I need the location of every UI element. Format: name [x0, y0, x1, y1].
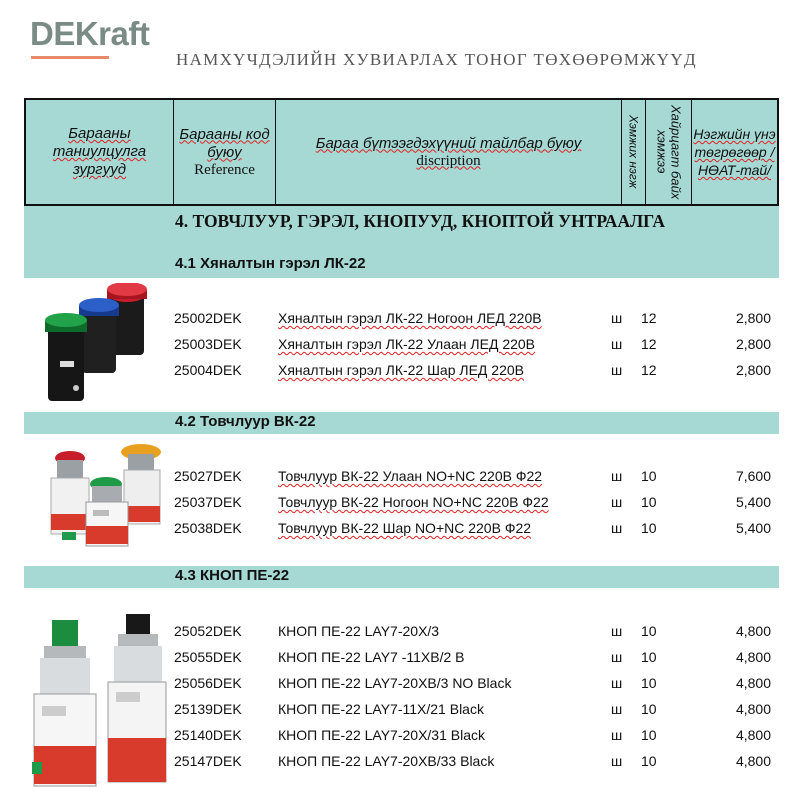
product-description: Хяналтын гэрэл ЛК-22 Улаан ЛЕД 220В: [278, 336, 536, 352]
logo-underline: [31, 56, 109, 59]
product-pack-qty: 10: [641, 649, 657, 665]
product-pack-qty: 12: [641, 310, 657, 326]
table-row: [0, 515, 800, 541]
product-code: 25147DEK: [174, 753, 242, 769]
product-description: Товчлуур ВК-22 Шар NO+NC 220В Ф22: [278, 520, 532, 536]
product-unit: ш: [611, 336, 623, 352]
product-pack-qty: 10: [641, 675, 657, 691]
product-description: КНОП ПЕ-22 LAY7-11X/21 Black: [278, 701, 484, 717]
table-header: [24, 98, 779, 206]
product-pack-qty: 10: [641, 701, 657, 717]
product-code: 25003DEK: [174, 336, 242, 352]
header-code-label: Барааны код буюу: [179, 125, 270, 161]
product-price: 4,800: [735, 727, 771, 743]
document-title: НАМХҮЧДЭЛИЙН ХУВИАРЛАХ ТОНОГ ТӨХӨӨРӨМЖҮҮД: [176, 50, 697, 69]
table-row: [0, 618, 800, 644]
product-code: 25056DEK: [174, 675, 242, 691]
product-pack-qty: 10: [641, 520, 657, 536]
product-price: 2,800: [735, 310, 771, 326]
product-description: КНОП ПЕ-22 LAY7-20X/3: [278, 623, 440, 639]
product-code: 25140DEK: [174, 727, 242, 743]
product-unit: ш: [611, 310, 623, 326]
product-pack-qty: 10: [641, 623, 657, 639]
table-row: [0, 463, 800, 489]
header-image-label: Барааны таниулцулга зургууд: [52, 125, 147, 178]
product-description: КНОП ПЕ-22 LAY7-20XB/3 NO Black: [278, 675, 512, 691]
product-code: 25004DEK: [174, 362, 242, 378]
table-row: [0, 696, 800, 722]
product-code: 25027DEK: [174, 468, 242, 484]
product-price: 4,800: [735, 649, 771, 665]
product-pack-qty: 10: [641, 468, 657, 484]
table-row: [0, 722, 800, 748]
product-unit: ш: [611, 675, 623, 691]
product-description: Товчлуур ВК-22 Улаан NO+NC 220В Ф22: [278, 468, 543, 484]
product-code: 25055DEK: [174, 649, 242, 665]
product-price: 4,800: [735, 623, 771, 639]
group-title-4-1: 4.1 Хяналтын гэрэл ЛК-22: [175, 255, 366, 272]
product-description: Хяналтын гэрэл ЛК-22 Шар ЛЕД 220В: [278, 362, 524, 378]
header-code-sub: Reference: [194, 161, 255, 178]
product-code: 25052DEK: [174, 623, 242, 639]
product-price: 2,800: [735, 336, 771, 352]
product-price: 4,800: [735, 701, 771, 717]
product-description: КНОП ПЕ-22 LAY7 -11XB/2 B: [278, 649, 465, 665]
table-row: [0, 331, 800, 357]
table-row: [0, 644, 800, 670]
header-pack-label: Хайрцагт байх хэмжээ: [654, 104, 684, 200]
product-code: 25002DEK: [174, 310, 242, 326]
product-description: КНОП ПЕ-22 LAY7-20XB/33 Black: [278, 753, 495, 769]
product-unit: ш: [611, 623, 623, 639]
product-unit: ш: [611, 494, 623, 510]
header-desc-col: [276, 100, 622, 204]
product-unit: ш: [611, 753, 623, 769]
product-description: Хяналтын гэрэл ЛК-22 Ногоон ЛЕД 220В: [278, 310, 542, 326]
table-row: [0, 489, 800, 515]
header-unit-label: Хэмжих нэгж: [626, 115, 641, 189]
product-description: КНОП ПЕ-22 LAY7-20X/31 Black: [278, 727, 485, 743]
section-band-4-3: [24, 566, 779, 588]
product-code: 25038DEK: [174, 520, 242, 536]
section-title: 4. ТОВЧЛУУР, ГЭРЭЛ, КНОПУУД, КНОПТОЙ УНТРААЛГА: [175, 211, 665, 231]
product-price: 5,400: [735, 520, 771, 536]
group-title-4-2: 4.2 Товчлуур ВК-22: [175, 413, 316, 430]
table-row: [0, 670, 800, 696]
group-title-4-3: 4.3 КНОП ПЕ-22: [175, 567, 290, 584]
product-unit: ш: [611, 727, 623, 743]
product-price: 7,600: [735, 468, 771, 484]
product-unit: ш: [611, 520, 623, 536]
product-unit: ш: [611, 649, 623, 665]
header-pack-col: [646, 100, 692, 204]
product-code: 25037DEK: [174, 494, 242, 510]
product-pack-qty: 10: [641, 727, 657, 743]
header-image-col: [26, 100, 174, 204]
brand-logo: DEKraft: [30, 15, 150, 52]
product-price: 2,800: [735, 362, 771, 378]
product-description: Товчлуур ВК-22 Ногоон NO+NC 220В Ф22: [278, 494, 549, 510]
product-unit: ш: [611, 701, 623, 717]
product-pack-qty: 10: [641, 753, 657, 769]
product-pack-qty: 10: [641, 494, 657, 510]
header-price-label: Нэгжийн үнэ төгрөгөөр /НӨАТ-тай/: [693, 126, 776, 178]
product-price: 5,400: [735, 494, 771, 510]
header-unit-col: [622, 100, 646, 204]
product-unit: ш: [611, 468, 623, 484]
header-desc-sub: discription: [416, 152, 481, 169]
product-price: 4,800: [735, 753, 771, 769]
header-code-col: [174, 100, 276, 204]
table-row: [0, 748, 800, 774]
product-pack-qty: 12: [641, 362, 657, 378]
product-price: 4,800: [735, 675, 771, 691]
section-band-4-2: [24, 412, 779, 434]
table-row: [0, 357, 800, 383]
product-code: 25139DEK: [174, 701, 242, 717]
table-row: [0, 305, 800, 331]
header-price-col: [692, 100, 777, 204]
product-unit: ш: [611, 362, 623, 378]
product-pack-qty: 12: [641, 336, 657, 352]
header-desc-label: Бараа бүтээгдэхүүний тайлбар буюу: [315, 134, 582, 152]
